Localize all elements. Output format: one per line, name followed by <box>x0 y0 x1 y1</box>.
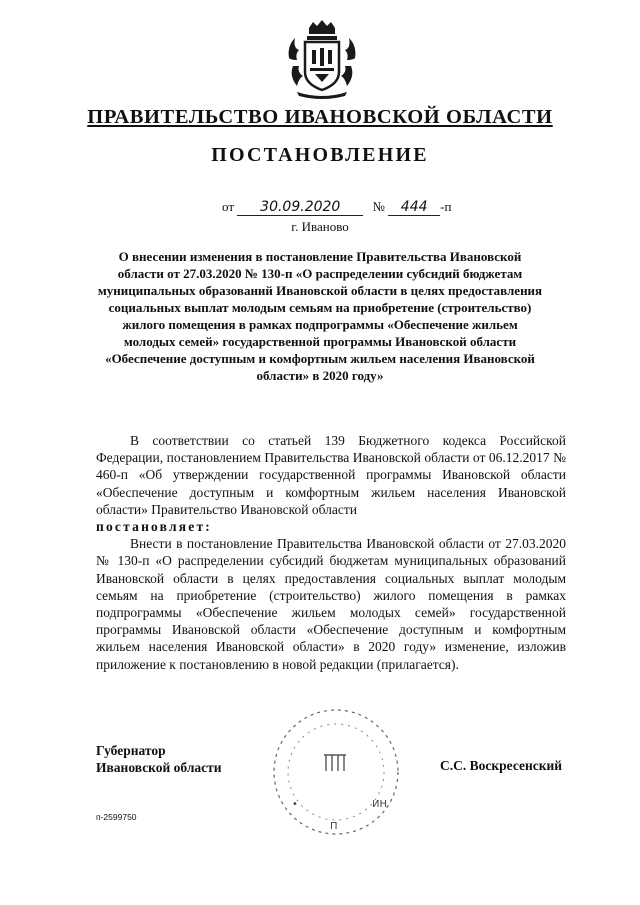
position-line-1: Губернатор <box>96 743 166 758</box>
city: г. Иваново <box>291 219 349 234</box>
registration-number: п-2599750 <box>96 812 137 822</box>
svg-text:•: • <box>292 799 298 810</box>
paragraph-decree: Внести в постановление Правительства Ивановской области от 27.03.2020 № 130-п «О распределении субсидий бюджетам муниципальных образований Ивановской области в целях предоставления социальных выплат молодым семьям на приобретение (строительство) жилого помещения в рамках подпрограммы «Обеспечение жильем молодых семей» государственной программы Ивановской области «Обеспечение доступным и комфортным жильем населения Ивановской области» в 2020 году» изменение, изложив приложение к постановлению в новой редакции (прилагается). <box>96 536 566 672</box>
position-line-2: Ивановской области <box>96 760 222 775</box>
official-seal-icon <box>262 703 410 841</box>
svg-text:П: П <box>330 821 338 832</box>
number-value: 444 <box>388 199 440 216</box>
svg-text:ИН: ИН <box>372 799 387 810</box>
number-sign: № <box>372 199 385 214</box>
document-subject: О внесении изменения в постановление Правительства Ивановской области от 27.03.2020 № 130-п «О распределении субсидий бюджетам муниципальных образований Ивановской области в целях предоставления социальных выплат молодым семьям на приобретение (строительство) жилого помещения в рамках подпрограммы «Обеспечение жильем молодых семей» государственной программы Ивановской области «Обеспечение доступным и комфортным жильем населения Ивановской области» в 2020 году» <box>97 249 543 383</box>
government-title: ПРАВИТЕЛЬСТВО ИВАНОВСКОЙ ОБЛАСТИ <box>87 106 553 128</box>
document-type: ПОСТАНОВЛЕНИЕ <box>211 144 429 166</box>
decree-word: постановляет: <box>96 519 212 535</box>
date-prefix: от <box>222 199 235 214</box>
date-number-line <box>222 199 451 216</box>
paragraph-basis <box>96 432 566 535</box>
number-suffix: -п <box>440 199 452 214</box>
signatory-name: С.С. Воскресенский <box>440 758 563 773</box>
date-value: 30.09.2020 <box>237 199 363 216</box>
coat-of-arms-icon <box>283 20 361 100</box>
signatory-position <box>96 742 222 776</box>
paragraph-basis-text: В соответствии со статьей 139 Бюджетного кодекса Российской Федерации, постановлением Правительства Ивановской области от 06.12.2017 № 460-п «Об утверждении государственной программы Ивановской области «Обеспечение доступным и комфортным жильем населения Ивановской области» Правительство Ивановской области <box>96 433 566 517</box>
document-body <box>96 432 566 673</box>
